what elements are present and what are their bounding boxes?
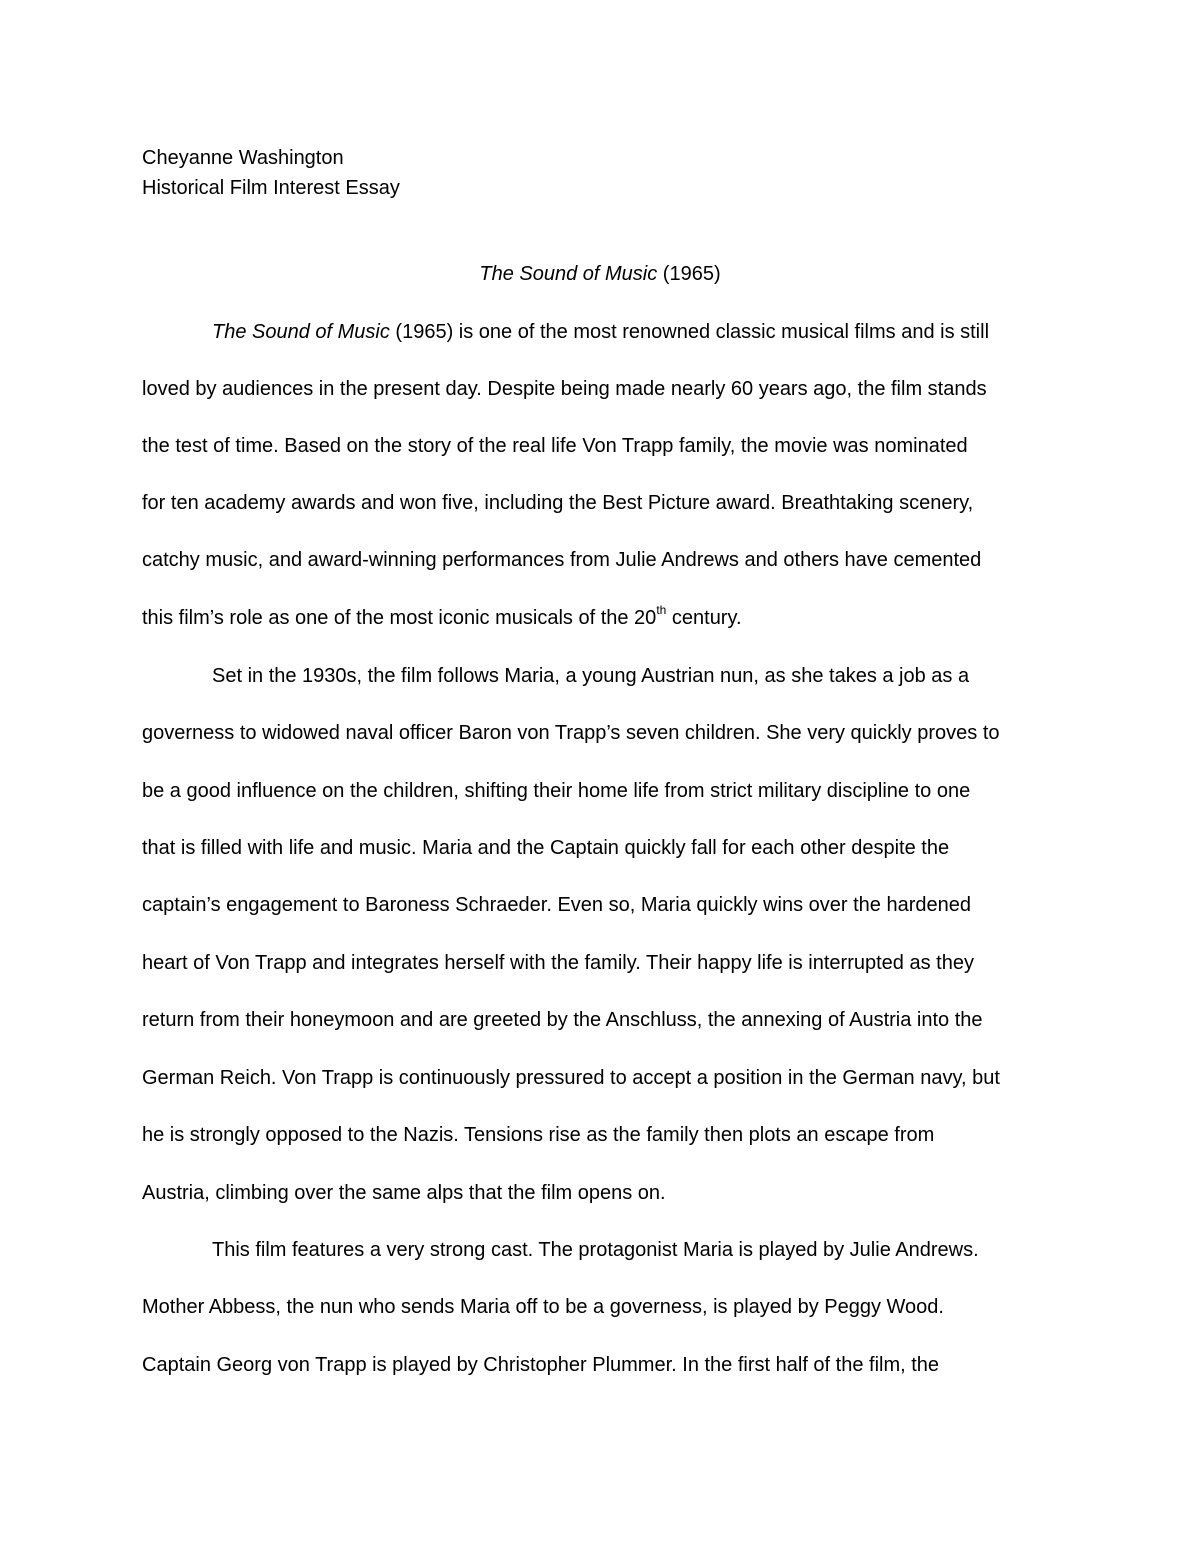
- paragraph-3-line-1: This film features a very strong cast. The protagonist Maria is played by Julie Andrews.: [212, 1239, 979, 1261]
- paragraph-2-line-6: heart of Von Trapp and integrates herself with the family. Their happy life is interrupted as they: [142, 952, 974, 974]
- paragraph-2-line-10: Austria, climbing over the same alps that the film opens on.: [142, 1182, 666, 1204]
- film-title-italic: The Sound of Music: [212, 321, 390, 343]
- essay-title-italic: The Sound of Music: [479, 263, 658, 285]
- paragraph-2-line-3: be a good influence on the children, shifting their home life from strict military discipline to one: [142, 780, 971, 802]
- course-title: Historical Film Interest Essay: [142, 177, 400, 199]
- paragraph-1-line-2: loved by audiences in the present day. Despite being made nearly 60 years ago, the film stands: [142, 378, 987, 400]
- paragraph-1-line-1: The Sound of Music (1965) is one of the most renowned classic musical films and is still: [212, 321, 990, 343]
- author-name: Cheyanne Washington: [142, 147, 344, 169]
- superscript: th: [656, 603, 667, 618]
- paragraph-2-line-8: German Reich. Von Trapp is continuously pressured to accept a position in the German navy, but: [142, 1067, 1000, 1089]
- paragraph-2-line-2: governess to widowed naval officer Baron von Trapp’s seven children. She very quickly proves to: [142, 722, 1000, 744]
- paragraph-2-line-1: Set in the 1930s, the film follows Maria, a young Austrian nun, as she takes a job as a: [212, 665, 970, 687]
- paragraph-1-line-3: the test of time. Based on the story of the real life Von Trapp family, the movie was nominated: [142, 435, 968, 457]
- paragraph-2-line-7: return from their honeymoon and are greeted by the Anschluss, the annexing of Austria into the: [142, 1009, 983, 1031]
- paragraph-1-line-5: catchy music, and award-winning performances from Julie Andrews and others have cemented: [142, 549, 982, 571]
- paragraph-3-line-3: Captain Georg von Trapp is played by Christopher Plummer. In the first half of the film, the: [142, 1354, 940, 1376]
- paragraph-3-line-2: Mother Abbess, the nun who sends Maria off to be a governess, is played by Peggy Wood.: [142, 1296, 944, 1318]
- paragraph-1-line-4: for ten academy awards and won five, including the Best Picture award. Breathtaking scenery,: [142, 492, 974, 514]
- essay-title-year: (1965): [657, 263, 721, 285]
- paragraph-2-line-5: captain’s engagement to Baroness Schraeder. Even so, Maria quickly wins over the hardened: [142, 894, 972, 916]
- paragraph-2-line-9: he is strongly opposed to the Nazis. Tensions rise as the family then plots an escape from: [142, 1124, 935, 1146]
- paragraph-2-line-4: that is filled with life and music. Maria and the Captain quickly fall for each other despite the: [142, 837, 950, 859]
- paragraph-1-line-6: this film’s role as one of the most iconic musicals of the 20th century.: [142, 603, 742, 629]
- essay-title: [0, 262, 1200, 286]
